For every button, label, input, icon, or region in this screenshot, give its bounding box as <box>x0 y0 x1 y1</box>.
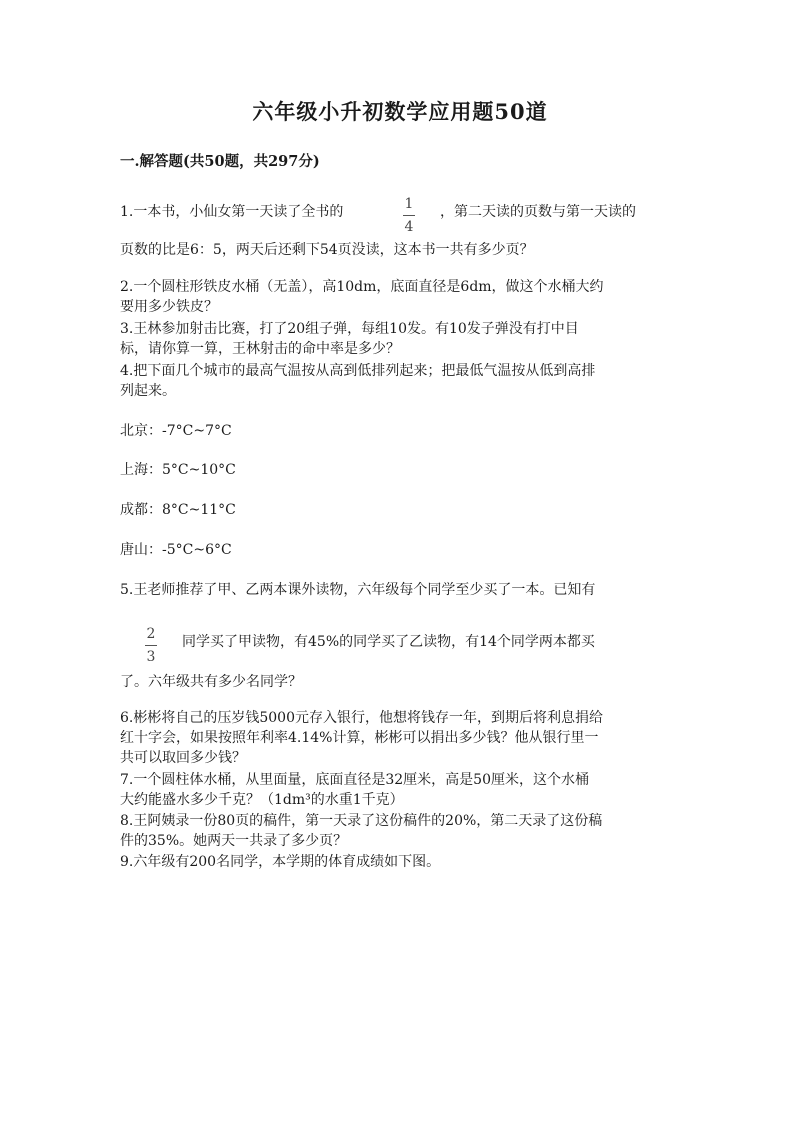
q3-line2: 标，请你算一算，王林射击的命中率是多少？ <box>120 341 400 357</box>
q4-city-shanghai: 上海：5°C~10°C <box>120 462 236 478</box>
q1-line2: 页数的比是6：5，两天后还剩下54页没读，这本书一共有多少页？ <box>120 242 534 258</box>
q2-line2: 要用多少铁皮？ <box>120 299 218 315</box>
q9-line1: 9.六年级有200名同学，本学期的体育成绩如下图。 <box>120 854 441 870</box>
q5-fraction-denominator: 3 <box>146 649 156 665</box>
q1-fraction <box>403 195 415 236</box>
fraction-bar <box>403 215 415 216</box>
fraction-bar <box>145 645 157 646</box>
q7-line2: 大约能盛水多少千克？（1dm³的水重1千克） <box>120 792 404 808</box>
q4-city-beijing: 北京：-7°C~7°C <box>120 423 232 439</box>
q8-line2: 件的35%。她两天一共录了多少页？ <box>120 833 348 849</box>
q5-line2: 同学买了甲读物，有45%的同学买了乙读物，有14个同学两本都买 <box>182 634 595 650</box>
q6-line1: 6.彬彬将自己的压岁钱5000元存入银行，他想将钱存一年，到期后将利息捐给 <box>120 710 603 726</box>
q2-line1: 2.一个圆柱形铁皮水桶（无盖），高10dm，底面直径是6dm，做这个水桶大约 <box>120 279 604 295</box>
q5-fraction-numerator: 2 <box>146 626 156 642</box>
q4-line2: 列起来。 <box>120 383 176 399</box>
q4-city-chengdu: 成都：8°C~11°C <box>120 502 236 518</box>
q1-fraction-numerator: 1 <box>404 196 414 212</box>
q3-line1: 3.王林参加射击比赛，打了20组子弹，每组10发。有10发子弹没有打中目 <box>120 321 579 337</box>
q5-line3: 了。六年级共有多少名同学？ <box>120 674 302 690</box>
q1-fraction-denominator: 4 <box>404 219 414 235</box>
page-title: 六年级小升初数学应用题50道 <box>252 99 548 124</box>
q5-line1: 5.王老师推荐了甲、乙两本课外读物，六年级每个同学至少买了一本。已知有 <box>120 582 596 598</box>
q4-line1: 4.把下面几个城市的最高气温按从高到低排列起来；把最低气温按从低到高排 <box>120 363 596 379</box>
q6-line2: 红十字会，如果按照年利率4.14%计算，彬彬可以捐出多少钱？他从银行里一 <box>120 730 599 746</box>
q1-line1-part1: 1.一本书，小仙女第一天读了全书的 <box>120 204 344 220</box>
q8-line1: 8.王阿姨录一份80页的稿件，第一天录了这份稿件的20%，第二天录了这份稿 <box>120 813 603 829</box>
q6-line3: 共可以取回多少钱？ <box>120 750 246 766</box>
q7-line1: 7.一个圆柱体水桶，从里面量，底面直径是32厘米，高是50厘米，这个水桶 <box>120 772 589 788</box>
q1-line1-part2: ，第二天读的页数与第一天读的 <box>440 204 636 220</box>
q4-city-tangshan: 唐山：-5°C~6°C <box>120 542 232 558</box>
section-header: 一.解答题(共50题，共297分) <box>120 153 320 170</box>
q5-fraction <box>145 625 157 666</box>
